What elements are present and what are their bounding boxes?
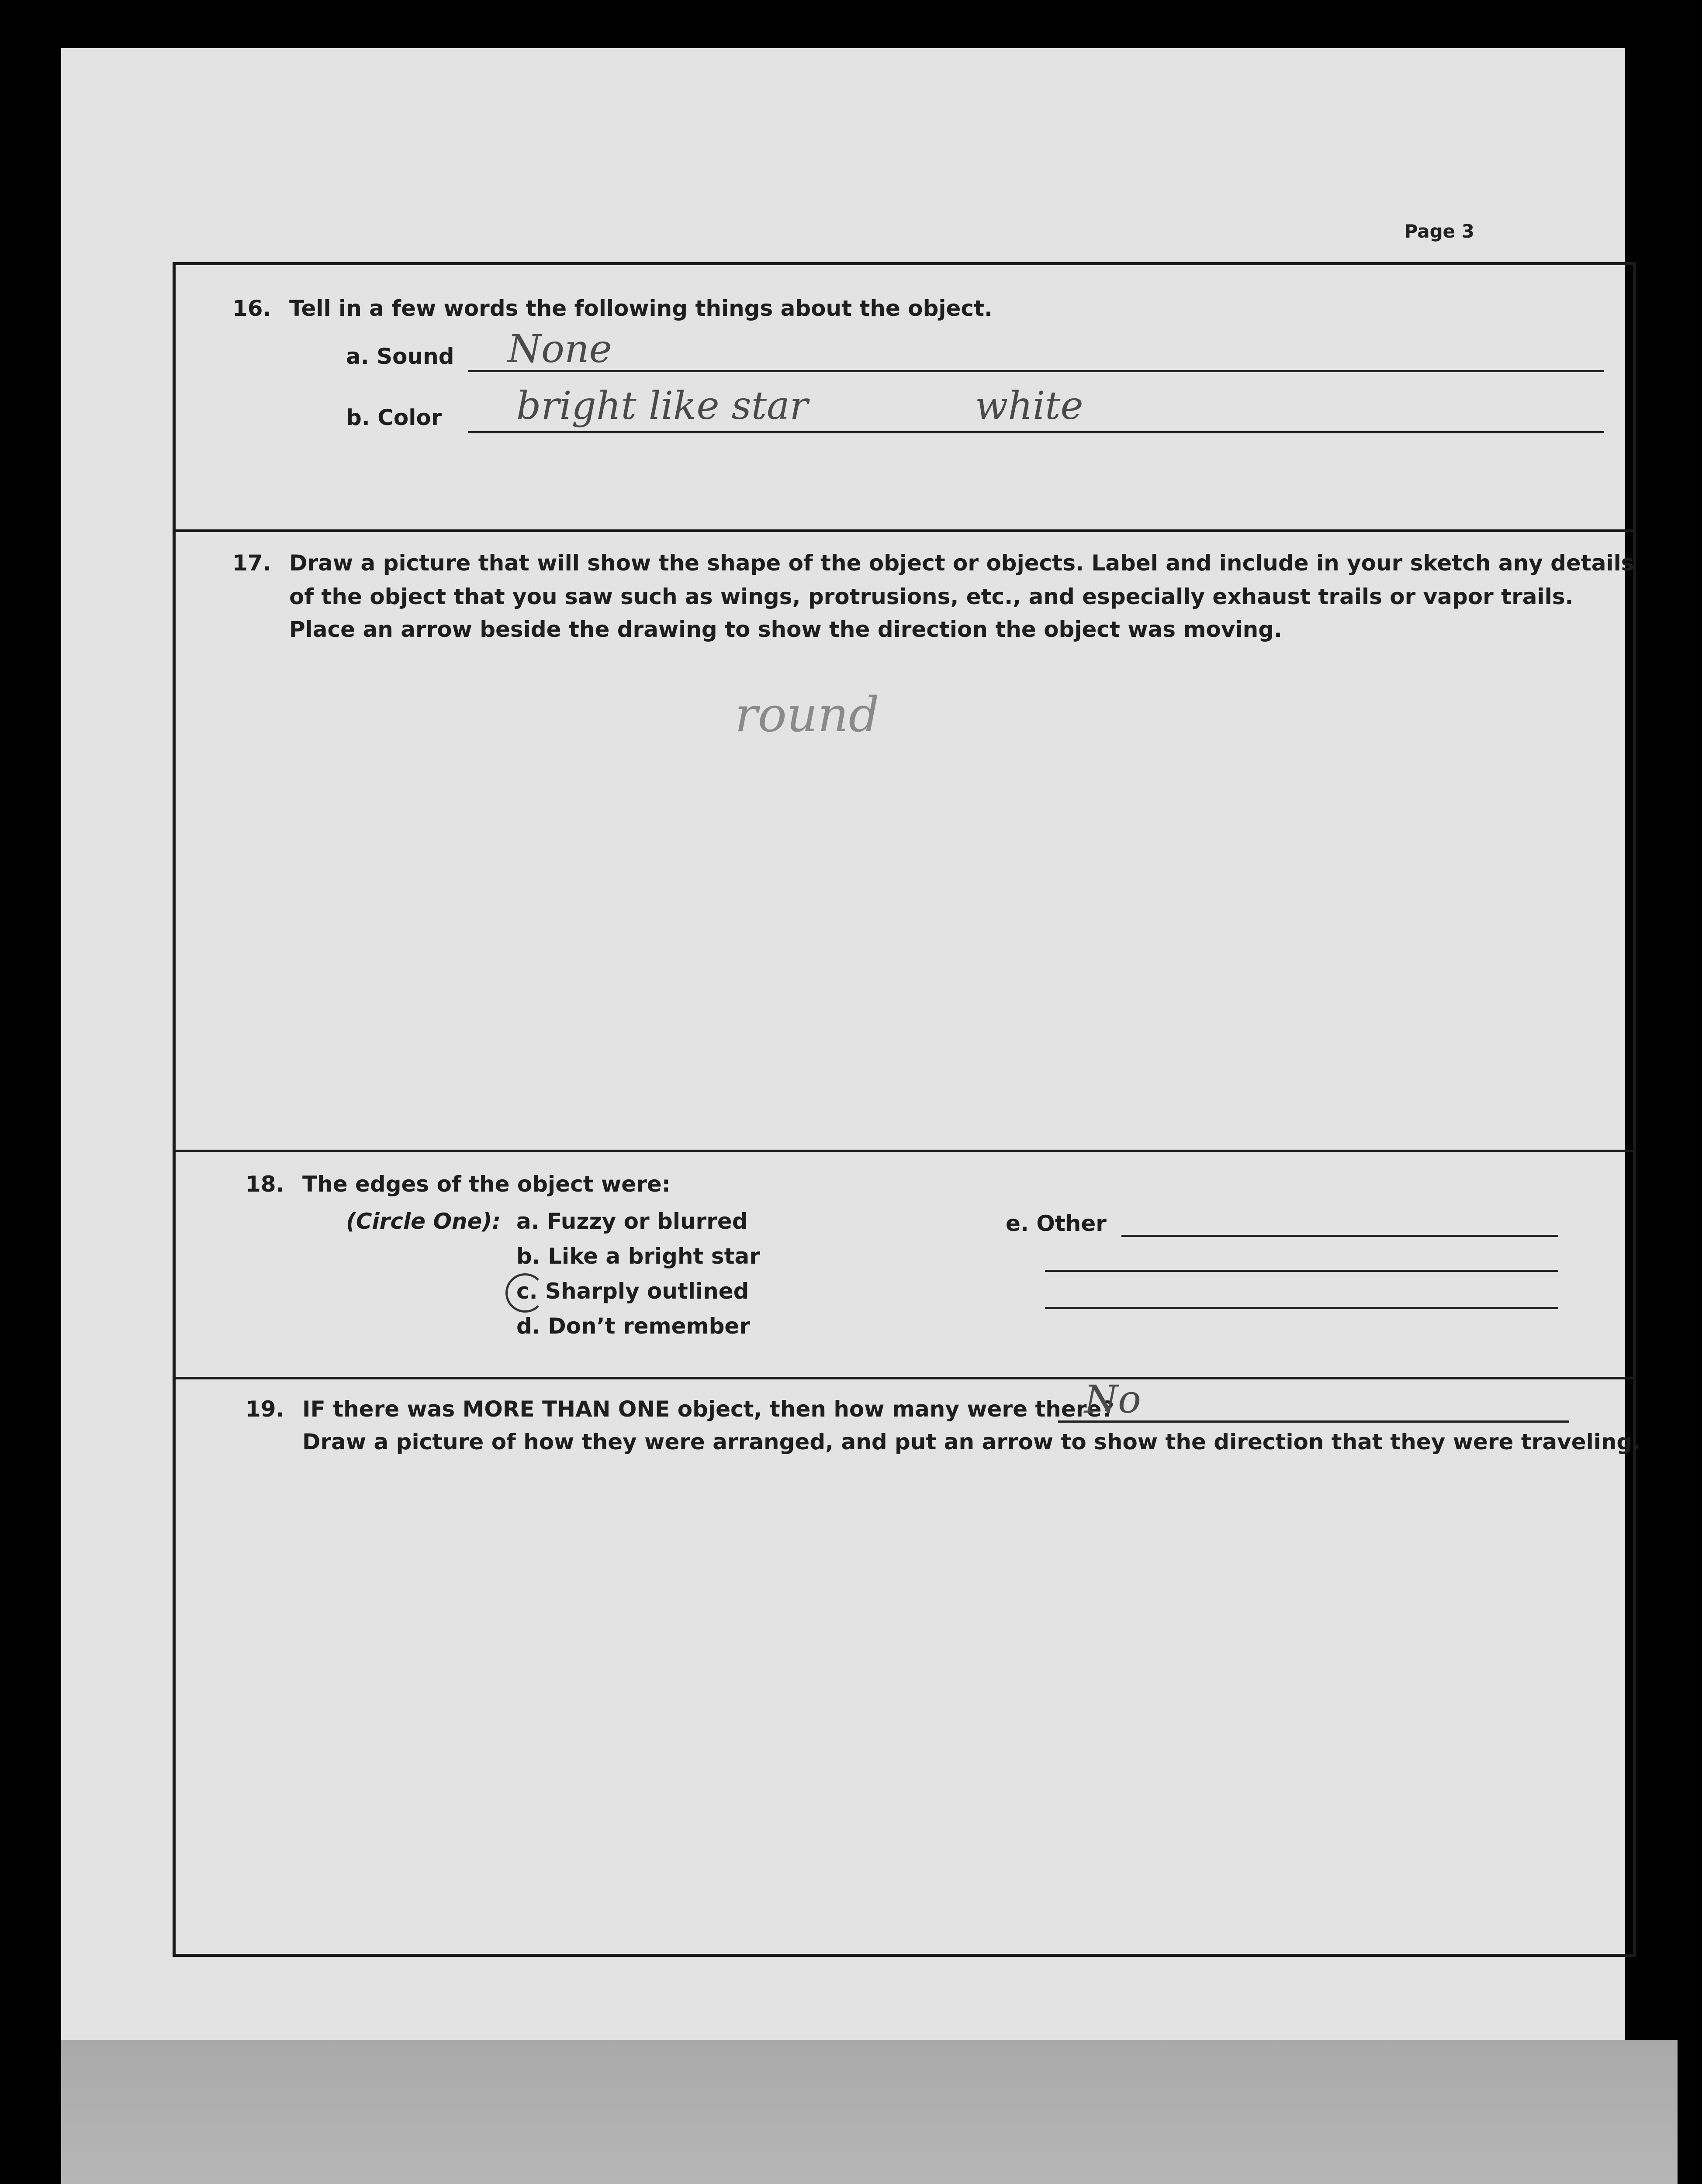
q16-color-answer: bright like star (516, 383, 808, 428)
background-sheet (61, 2040, 1678, 2184)
q19-number: 19. (246, 1396, 284, 1422)
q18-option-a: a. Fuzzy or blurred (516, 1209, 748, 1234)
q16-color-answer-2: white (975, 383, 1083, 428)
page-number: Page 3 (1404, 221, 1474, 242)
question-18 (176, 1150, 1633, 1379)
q18-other-line-1 (1121, 1235, 1558, 1237)
document-page (61, 48, 1641, 2040)
q18-number: 18. (246, 1171, 284, 1197)
q18-other-line-2 (1045, 1270, 1558, 1272)
q18-text: The edges of the object were: (302, 1171, 671, 1197)
q16-sound-line (468, 370, 1604, 372)
q17-line-2: of the object that you saw such as wings, protrusions, etc., and especially exhaust trails or vapor trails. (289, 584, 1574, 609)
q17-number: 17. (232, 550, 271, 576)
question-16 (176, 265, 1633, 532)
q16-sound-answer: None (508, 326, 612, 371)
q17-line-3: Place an arrow beside the drawing to show the direction the object was moving. (289, 617, 1282, 642)
q18-other-line-3 (1045, 1307, 1558, 1309)
q16-number: 16. (232, 296, 271, 321)
q19-line-2: Draw a picture of how they were arranged, and put an arrow to show the direction that they were traveling. (302, 1429, 1641, 1455)
q18-other-label: e. Other (1006, 1211, 1107, 1236)
q17-line-1: Draw a picture that will show the shape of the object or objects. Label and include in your sketch any details (289, 550, 1634, 576)
q17-sketch-note: round (735, 687, 879, 743)
q19-count-answer: No (1084, 1377, 1141, 1422)
q18-option-c: c. Sharply outlined (516, 1279, 749, 1304)
q18-instruction: (Circle One): (346, 1209, 501, 1234)
q16-color-line (468, 431, 1604, 433)
q16-sound-label: a. Sound (346, 344, 454, 369)
q18-option-d: d. Don’t remember (516, 1313, 750, 1339)
q16-color-label: b. Color (346, 405, 442, 430)
q19-line-1: IF there was MORE THAN ONE object, then how many were there? (302, 1396, 1114, 1422)
question-19 (176, 1377, 1641, 1953)
questionnaire-form (173, 262, 1641, 1957)
q16-text: Tell in a few words the following things about the object. (289, 296, 993, 321)
q18-option-b: b. Like a bright star (516, 1244, 760, 1269)
question-17 (176, 529, 1633, 1152)
